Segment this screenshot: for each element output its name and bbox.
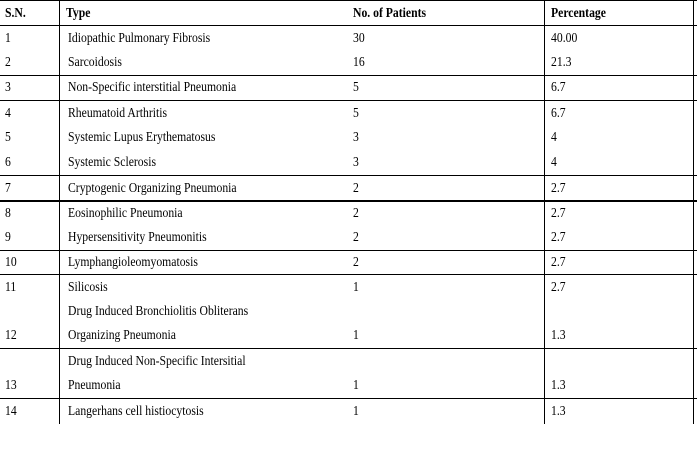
- cell-percentage: 2.7: [551, 205, 566, 220]
- cell-patients: 2: [353, 254, 359, 269]
- cell-patients: 1: [353, 279, 359, 294]
- cell-sn: 12: [5, 327, 17, 342]
- cell-patients: 30: [353, 30, 365, 45]
- cell-sn: 8: [5, 205, 11, 220]
- row-divider: [0, 200, 697, 202]
- cell-patients: 1: [353, 327, 359, 342]
- cell-percentage: 4: [551, 154, 557, 169]
- cell-sn: 2: [5, 54, 11, 69]
- cell-type: Systemic Sclerosis: [68, 154, 157, 169]
- cell-type: Langerhans cell histiocytosis: [68, 403, 204, 418]
- cell-type: Non-Specific interstitial Pneumonia: [68, 79, 237, 94]
- column-divider: [544, 0, 545, 424]
- cell-type: Hypersensitivity Pneumonitis: [68, 229, 207, 244]
- cell-type: Systemic Lupus Erythematosus: [68, 129, 216, 144]
- cell-percentage: 2.7: [551, 279, 566, 294]
- cell-sn: 7: [5, 180, 11, 195]
- cell-type-line-2: Pneumonia: [68, 377, 121, 392]
- cell-type-line-1: Drug Induced Non-Specific Intersitial: [68, 353, 246, 368]
- cell-sn: 13: [5, 377, 17, 392]
- cell-type: Sarcoidosis: [68, 54, 122, 69]
- cell-patients: 5: [353, 105, 359, 120]
- cell-type: Rheumatoid Arthritis: [68, 105, 168, 120]
- cell-percentage: 2.7: [551, 254, 566, 269]
- cell-patients: 3: [353, 129, 359, 144]
- row-divider: [0, 25, 697, 26]
- cell-patients: 2: [353, 205, 359, 220]
- cell-type: Cryptogenic Organizing Pneumonia: [68, 180, 237, 195]
- cell-patients: 2: [353, 180, 359, 195]
- header-percentage: Percentage: [551, 5, 606, 20]
- cell-percentage: 6.7: [551, 79, 566, 94]
- cell-sn: 11: [5, 279, 17, 294]
- cell-patients: 5: [353, 79, 359, 94]
- cell-percentage: 1.3: [551, 327, 566, 342]
- header-patients: No. of Patients: [353, 5, 427, 20]
- cell-sn: 3: [5, 79, 11, 94]
- cell-sn: 14: [5, 403, 17, 418]
- column-divider: [59, 0, 60, 424]
- cell-percentage: 40.00: [551, 30, 578, 45]
- row-divider: [0, 348, 697, 349]
- cell-percentage: 21.3: [551, 54, 572, 69]
- row-divider: [0, 75, 697, 76]
- cell-percentage: 2.7: [551, 180, 566, 195]
- cell-percentage: 1.3: [551, 377, 566, 392]
- cell-sn: 5: [5, 129, 11, 144]
- row-divider: [0, 398, 697, 399]
- cell-type: Lymphangioleomyomatosis: [68, 254, 198, 269]
- cell-type-line-2: Organizing Pneumonia: [68, 327, 176, 342]
- cell-sn: 6: [5, 154, 11, 169]
- cell-percentage: 4: [551, 129, 557, 144]
- cell-type-line-1: Drug Induced Bronchiolitis Obliterans: [68, 303, 249, 318]
- cell-patients: 1: [353, 377, 359, 392]
- row-divider: [0, 175, 697, 176]
- cell-patients: 2: [353, 229, 359, 244]
- cell-percentage: 2.7: [551, 229, 566, 244]
- cell-percentage: 6.7: [551, 105, 566, 120]
- row-divider: [0, 250, 697, 251]
- row-divider: [0, 100, 697, 101]
- cell-sn: 4: [5, 105, 11, 120]
- column-divider: [693, 0, 694, 424]
- cell-patients: 3: [353, 154, 359, 169]
- cell-sn: 10: [5, 254, 17, 269]
- cell-patients: 16: [353, 54, 365, 69]
- row-divider: [0, 0, 697, 1]
- cell-type: Eosinophilic Pneumonia: [68, 205, 183, 220]
- cell-sn: 1: [5, 30, 11, 45]
- header-sn: S.N.: [5, 5, 26, 20]
- header-type: Type: [66, 5, 91, 20]
- cell-type: Silicosis: [68, 279, 108, 294]
- row-divider: [0, 274, 697, 275]
- cell-sn: 9: [5, 229, 11, 244]
- cell-type: Idiopathic Pulmonary Fibrosis: [68, 30, 211, 45]
- cell-percentage: 1.3: [551, 403, 566, 418]
- cell-patients: 1: [353, 403, 359, 418]
